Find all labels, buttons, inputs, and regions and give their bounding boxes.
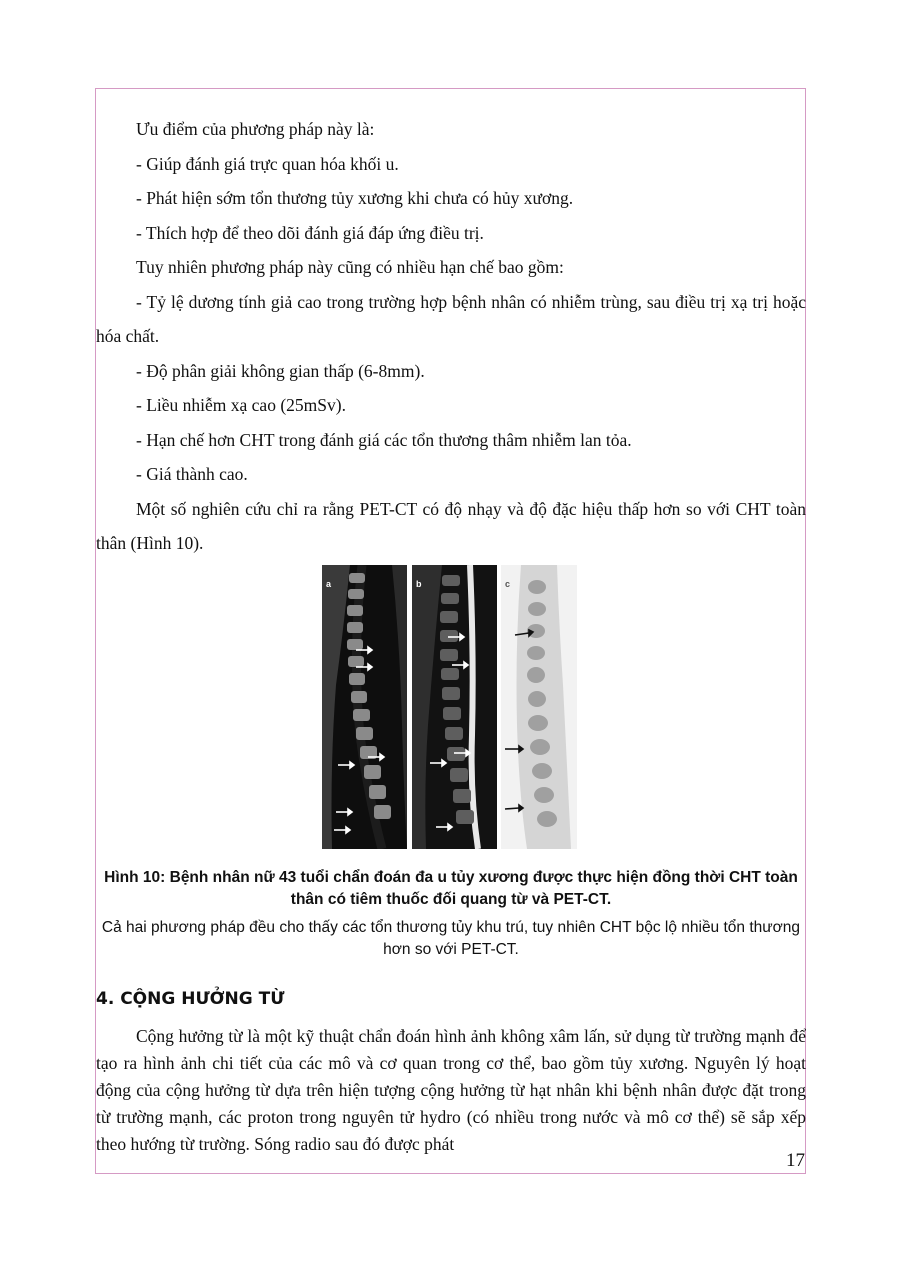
pet-image	[501, 565, 577, 849]
advantages-intro: Ưu điểm của phương pháp này là:	[136, 119, 375, 139]
page-content	[96, 112, 806, 1158]
section-heading: 4. CỘNG HƯỞNG TỪ	[96, 988, 285, 1009]
mri-panel-b	[412, 565, 497, 849]
panel-label-b: b	[416, 578, 422, 589]
limitation-item: - Tỷ lệ dương tính giả cao trong trường hợp bệnh nhân có nhiễm trùng, sau điều trị xạ trị hoặc hóa chất.	[96, 291, 806, 346]
figure-10	[96, 565, 806, 867]
limitation-item: - Giá thành cao.	[136, 464, 248, 484]
advantage-item: - Phát hiện sớm tổn thương tủy xương khi chưa có hủy xương.	[136, 188, 574, 208]
advantage-item: - Giúp đánh giá trực quan hóa khối u.	[136, 153, 399, 174]
section-paragraph: Cộng hưởng từ là một kỹ thuật chẩn đoán hình ảnh không xâm lấn, sử dụng từ trường mạnh để tạo ra hình ảnh chi tiết của các mô và cơ quan trong cơ thể, bao gồm tủy xương. Nguyên lý hoạt động của cộng hưởng từ dựa trên hiện tượng cộng hưởng từ hạt nhân khi bệnh nhân được đặt trong từ trường mạnh, các proton trong nguyên tử hydro (có nhiều trong nước và mô cơ thể) sẽ sắp xếp theo hướng từ trường. Sóng radio sau đó được phát	[96, 1025, 806, 1154]
advantage-item: - Thích hợp để theo dõi đánh giá đáp ứng điều trị.	[136, 222, 484, 243]
limitation-item: - Liều nhiễm xạ cao (25mSv).	[136, 395, 346, 415]
figure-caption-title: Hình 10: Bệnh nhân nữ 43 tuổi chẩn đoán đa u tủy xương được thực hiện đồng thời CHT toàn thân có tiêm thuốc đối quang từ và PET-CT.	[104, 868, 798, 908]
limitations-intro: Tuy nhiên phương pháp này cũng có nhiều hạn chế bao gồm:	[136, 257, 564, 277]
limitation-item: - Độ phân giải không gian thấp (6-8mm).	[136, 360, 425, 381]
figure-caption-body: Cả hai phương pháp đều cho thấy các tổn thương tủy khu trú, tuy nhiên CHT bộc lộ nhiều tổn thương hơn so với PET-CT.	[101, 918, 801, 958]
mri-panel-a	[322, 565, 407, 849]
page-number: 17	[786, 1150, 805, 1171]
panel-label-a: a	[326, 578, 332, 589]
mri-stir-image	[412, 565, 497, 849]
mri-t1-image	[322, 565, 407, 849]
pet-panel-c	[501, 565, 577, 849]
panel-label-c: c	[505, 578, 511, 589]
limitation-item: - Hạn chế hơn CHT trong đánh giá các tổn thương thâm nhiễm lan tỏa.	[136, 429, 632, 450]
study-paragraph: Một số nghiên cứu chỉ ra rằng PET-CT có độ nhạy và độ đặc hiệu thấp hơn so với CHT toàn thân (Hình 10).	[96, 498, 806, 553]
